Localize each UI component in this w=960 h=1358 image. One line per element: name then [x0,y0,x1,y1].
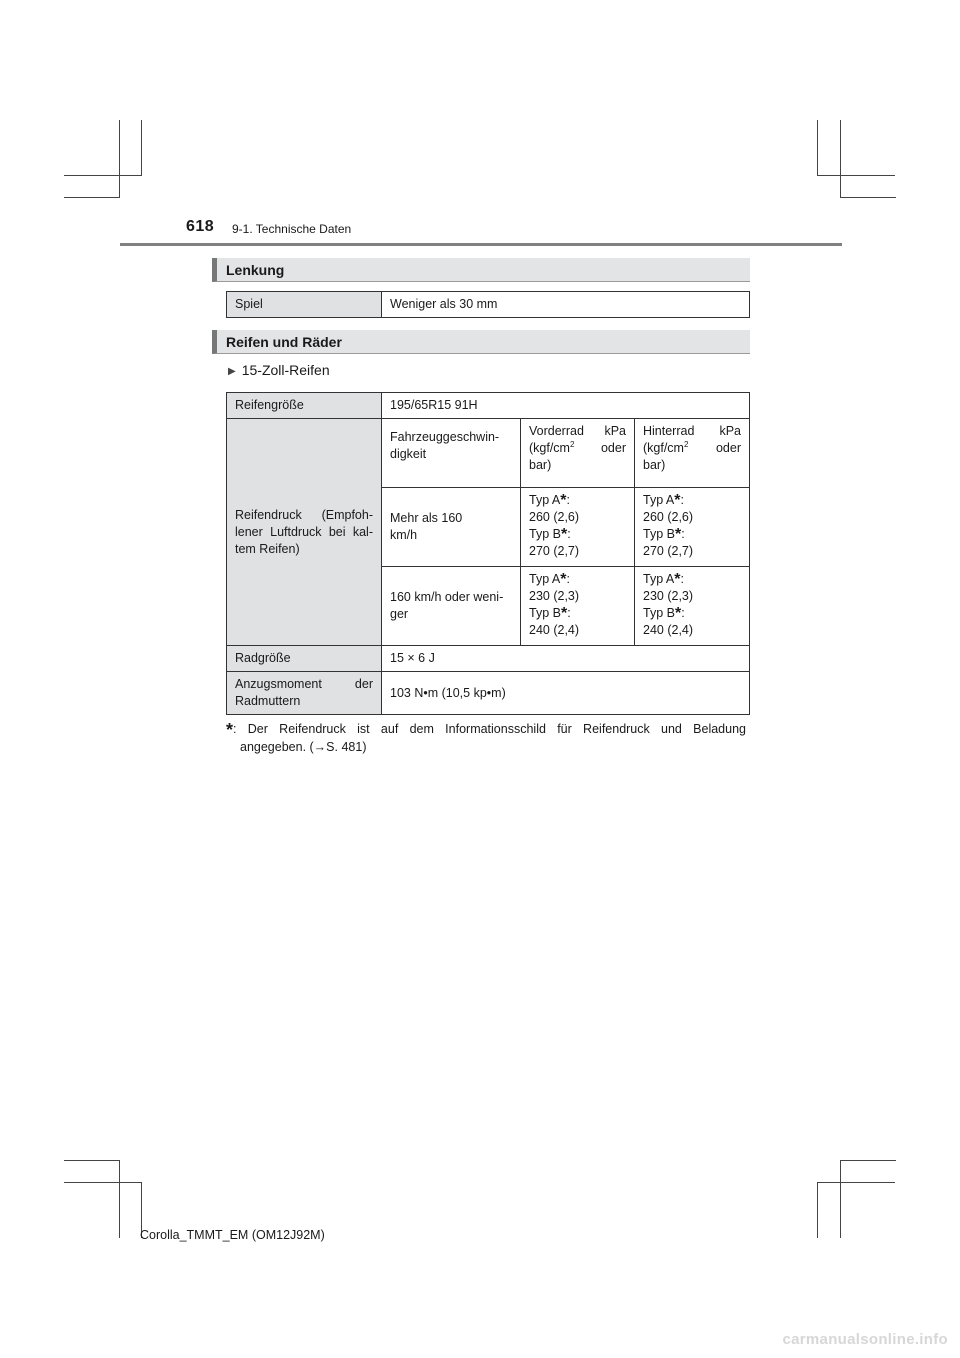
type-label: Typ A [643,493,675,507]
header-rule [120,243,842,246]
speed-text: Mehr als 160 km/h [390,511,463,542]
footnote-line: : Der Reifendruck ist auf dem Informationsschild für Reifendruck und Beladung [233,722,746,736]
front-header-sup: 2 [569,439,575,449]
type-label: Typ B [643,527,675,541]
pressure-label-text: Reifendruck (Empfoh-lener Luftdruck bei kal-tem Reifen) [235,507,373,556]
table-value-cell: 103 N•m (10,5 kp•m) [382,672,750,715]
rear-header-cell [635,419,750,488]
type-label: Typ B [643,606,675,620]
table-label-cell: Radgröße [227,646,382,672]
type-label: Typ A [529,493,561,507]
crop-mark [119,120,120,198]
asterisk-mark: * [560,571,567,588]
front-header-text: bar) [529,458,552,472]
pressure-value-cell: Typ A*: 230 (2,3) Typ B*: 240 (2,4) [521,567,635,646]
crop-mark [141,120,142,176]
front-header-text: oder [600,441,626,455]
rear-header-text: oder [715,441,741,455]
pressure-value: 240 (2,4) [529,623,580,637]
crop-mark [840,197,896,198]
asterisk-mark: * [560,492,567,509]
table-value-cell: 195/65R15 91H [382,393,750,419]
table-row [227,393,750,419]
table-label-cell [227,419,382,646]
table-value-cell: Weniger als 30 mm [382,292,750,318]
crop-mark [817,1182,818,1238]
table-label-cell [227,672,382,715]
asterisk-mark: * [674,492,681,509]
pressure-value: 260 (2,6) [529,510,580,524]
section-heading-lenkung: Lenkung [212,258,750,282]
asterisk-mark: * [560,526,568,543]
crop-mark [119,1160,120,1238]
document-id: Corolla_TMMT_EM (OM12J92M) [140,1228,325,1242]
pressure-value-cell: Typ A*: 230 (2,3) Typ B*: 240 (2,4) [635,567,750,646]
rear-header-unit: kPa [719,424,741,438]
front-header-text: (kgf/cm [529,441,570,455]
asterisk-mark: * [674,526,682,543]
table-label-cell: Reifengröße [227,393,382,419]
page-number: 618 [186,218,215,235]
front-header-text: Vorderrad [529,424,584,438]
crop-mark [817,1182,895,1183]
table-row [227,672,750,715]
pressure-value: 230 (2,3) [643,589,694,603]
asterisk-mark: * [560,605,568,622]
crop-mark [840,1160,896,1161]
type-label: Typ A [529,572,561,586]
pressure-value: 270 (2,7) [529,544,580,558]
rear-header-sup: 2 [683,439,689,449]
crop-mark [817,175,895,176]
asterisk-mark: * [674,571,681,588]
table-row [227,292,750,318]
rear-header-text: bar) [643,458,666,472]
watermark: carmanualsonline.info [782,1331,948,1348]
table-label-cell: Spiel [227,292,382,318]
pressure-label [235,507,373,558]
chapter-title: 9-1. Technische Daten [232,222,352,236]
asterisk-mark: * [674,605,682,622]
torque-label: Anzugsmoment der Radmuttern [235,677,373,708]
subheading-label: 15-Zoll-Reifen [241,362,330,378]
crop-mark [64,1182,142,1183]
speed-cell [382,567,521,646]
speed-header-cell: Fahrzeuggeschwin-digkeit [382,419,521,488]
pressure-value: 260 (2,6) [643,510,694,524]
pressure-value: 270 (2,7) [643,544,694,558]
crop-mark [817,120,818,176]
crop-mark [840,120,841,198]
type-label: Typ B [529,527,561,541]
table-row [227,419,750,488]
type-label: Typ A [643,572,675,586]
table-value-cell: 15 × 6 J [382,646,750,672]
table-row [227,646,750,672]
steering-table [226,291,750,318]
pressure-value-cell: Typ A*: 260 (2,6) Typ B*: 270 (2,7) [635,488,750,567]
triangle-bullet-icon: ▶ [228,366,236,377]
pressure-value: 240 (2,4) [643,623,694,637]
footnote [226,718,746,756]
rear-header-text: (kgf/cm [643,441,684,455]
speed-cell [382,488,521,567]
type-label: Typ B [529,606,561,620]
crop-mark [64,197,120,198]
front-header-cell [521,419,635,488]
footnote-asterisk: * [226,720,234,740]
crop-mark [64,175,142,176]
section-heading-reifen: Reifen und Räder [212,330,750,354]
speed-text: 160 km/h oder weni-ger [390,590,504,621]
crop-mark [64,1160,120,1161]
front-header-unit: kPa [604,424,626,438]
rear-header-text: Hinterrad [643,424,695,438]
tire-table [226,392,750,715]
crop-mark [840,1160,841,1238]
pressure-value: 230 (2,3) [529,589,580,603]
pressure-value-cell: Typ A*: 260 (2,6) Typ B*: 270 (2,7) [521,488,635,567]
footnote-line: angegeben. (→S. 481) [240,740,367,754]
subheading-15-zoll [228,362,330,378]
